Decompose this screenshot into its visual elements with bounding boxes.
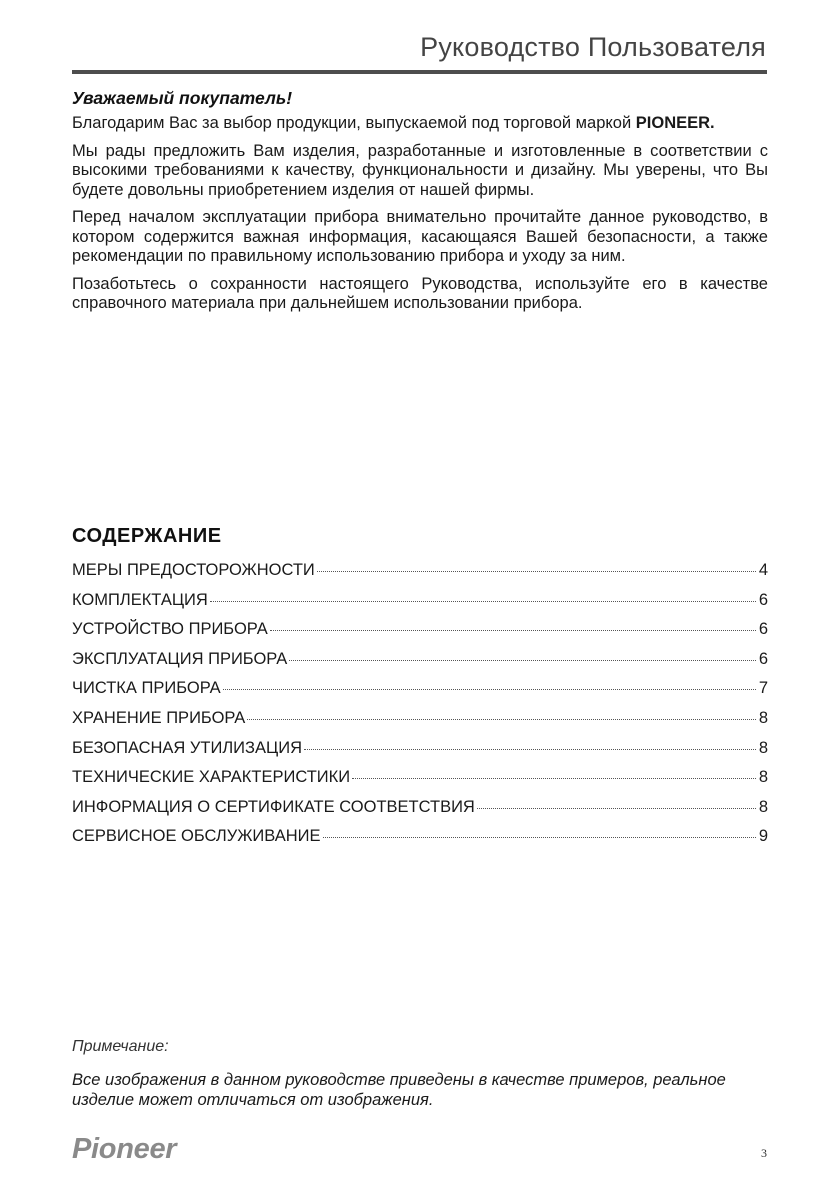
- toc-entry-page: 4: [758, 561, 768, 579]
- table-of-contents: [72, 525, 768, 857]
- toc-entry[interactable]: [72, 709, 768, 739]
- toc-entry[interactable]: [72, 827, 768, 857]
- toc-entry-label: УСТРОЙСТВО ПРИБОРА: [72, 620, 268, 639]
- toc-entry-page: 7: [758, 679, 768, 698]
- toc-list: [72, 561, 768, 857]
- toc-entry[interactable]: [72, 650, 768, 680]
- toc-entry-page: 8: [758, 768, 768, 787]
- toc-entry-label: КОМПЛЕКТАЦИЯ: [72, 590, 208, 609]
- toc-entry[interactable]: [72, 739, 768, 769]
- intro-paragraph-3: Перед началом эксплуатации прибора внимательно прочитайте данное руководство, в котором содержится важная информация, касающаяся Вашей безопасности, а также рекомендации по правильному использованию прибора и уходу за ним.: [72, 208, 768, 265]
- intro-paragraph-1-text: Благодарим Вас за выбор продукции, выпускаемой под торговой маркой: [72, 114, 636, 132]
- toc-entry-label: ТЕХНИЧЕСКИЕ ХАРАКТЕРИСТИКИ: [72, 768, 351, 787]
- toc-leader-dots: [210, 601, 756, 602]
- toc-entry-page: 8: [758, 708, 768, 727]
- toc-entry-label: ХРАНЕНИЕ ПРИБОРА: [72, 708, 246, 727]
- toc-leader-dots: [323, 837, 756, 838]
- page-number: 3: [761, 1146, 767, 1160]
- toc-entry-label: ИНФОРМАЦИЯ О СЕРТИФИКАТЕ СООТВЕТСТВИЯ: [72, 797, 475, 816]
- pioneer-logo: Pioneer: [72, 1133, 177, 1165]
- toc-entry[interactable]: [72, 679, 768, 709]
- toc-entry[interactable]: [72, 591, 768, 621]
- toc-leader-dots: [270, 630, 756, 631]
- toc-entry-page: 8: [758, 738, 768, 757]
- toc-entry[interactable]: [72, 798, 768, 828]
- intro-paragraph-4: Позаботьтесь о сохранности настоящего Руководства, используйте его в качестве справочного материала при дальнейшем использовании прибора.: [72, 274, 768, 312]
- toc-entry-page: 6: [758, 620, 768, 639]
- toc-leader-dots: [477, 808, 756, 809]
- intro-paragraph-2: Мы рады предложить Вам изделия, разработанные и изготовленные в соответствии с высокими требованиями к качеству, функциональности и дизайну. Мы уверены, что Вы будете довольны приобретением изделия от нашей фирмы.: [72, 141, 768, 199]
- toc-entry-label: СЕРВИСНОЕ ОБСЛУЖИВАНИЕ: [72, 827, 321, 846]
- toc-entry-label: БЕЗОПАСНАЯ УТИЛИЗАЦИЯ: [72, 738, 302, 757]
- toc-leader-dots: [317, 571, 756, 572]
- toc-entry[interactable]: [72, 561, 768, 591]
- toc-leader-dots: [304, 749, 756, 750]
- toc-title: СОДЕРЖАНИЕ: [72, 525, 222, 547]
- toc-leader-dots: [223, 689, 756, 690]
- toc-entry[interactable]: [72, 620, 768, 650]
- toc-leader-dots: [247, 719, 756, 720]
- toc-entry-page: 6: [758, 649, 768, 668]
- greeting-heading: Уважаемый покупатель!: [72, 88, 293, 108]
- intro-paragraph-1: [72, 114, 768, 134]
- toc-entry-page: 6: [758, 590, 768, 609]
- toc-entry-label: ЭКСПЛУАТАЦИЯ ПРИБОРА: [72, 649, 288, 668]
- note-label: Примечание:: [72, 1038, 169, 1055]
- intro-section: [72, 88, 768, 322]
- toc-entry-page: 8: [758, 797, 768, 816]
- note-text: Все изображения в данном руководстве приведены в качестве примеров, реальное изделие может отличаться от изображения.: [72, 1071, 726, 1109]
- page-header-title: Руководство Пользователя: [420, 32, 766, 62]
- toc-entry-label: МЕРЫ ПРЕДОСТОРОЖНОСТИ: [72, 561, 315, 579]
- toc-entry-page: 9: [758, 827, 768, 846]
- toc-entry[interactable]: [72, 768, 768, 798]
- header-divider: [72, 70, 767, 74]
- note-section: [72, 1038, 768, 1110]
- toc-leader-dots: [289, 660, 756, 661]
- brand-name: PIONEER.: [635, 114, 715, 132]
- toc-entry-label: ЧИСТКА ПРИБОРА: [72, 679, 221, 698]
- toc-leader-dots: [352, 778, 756, 779]
